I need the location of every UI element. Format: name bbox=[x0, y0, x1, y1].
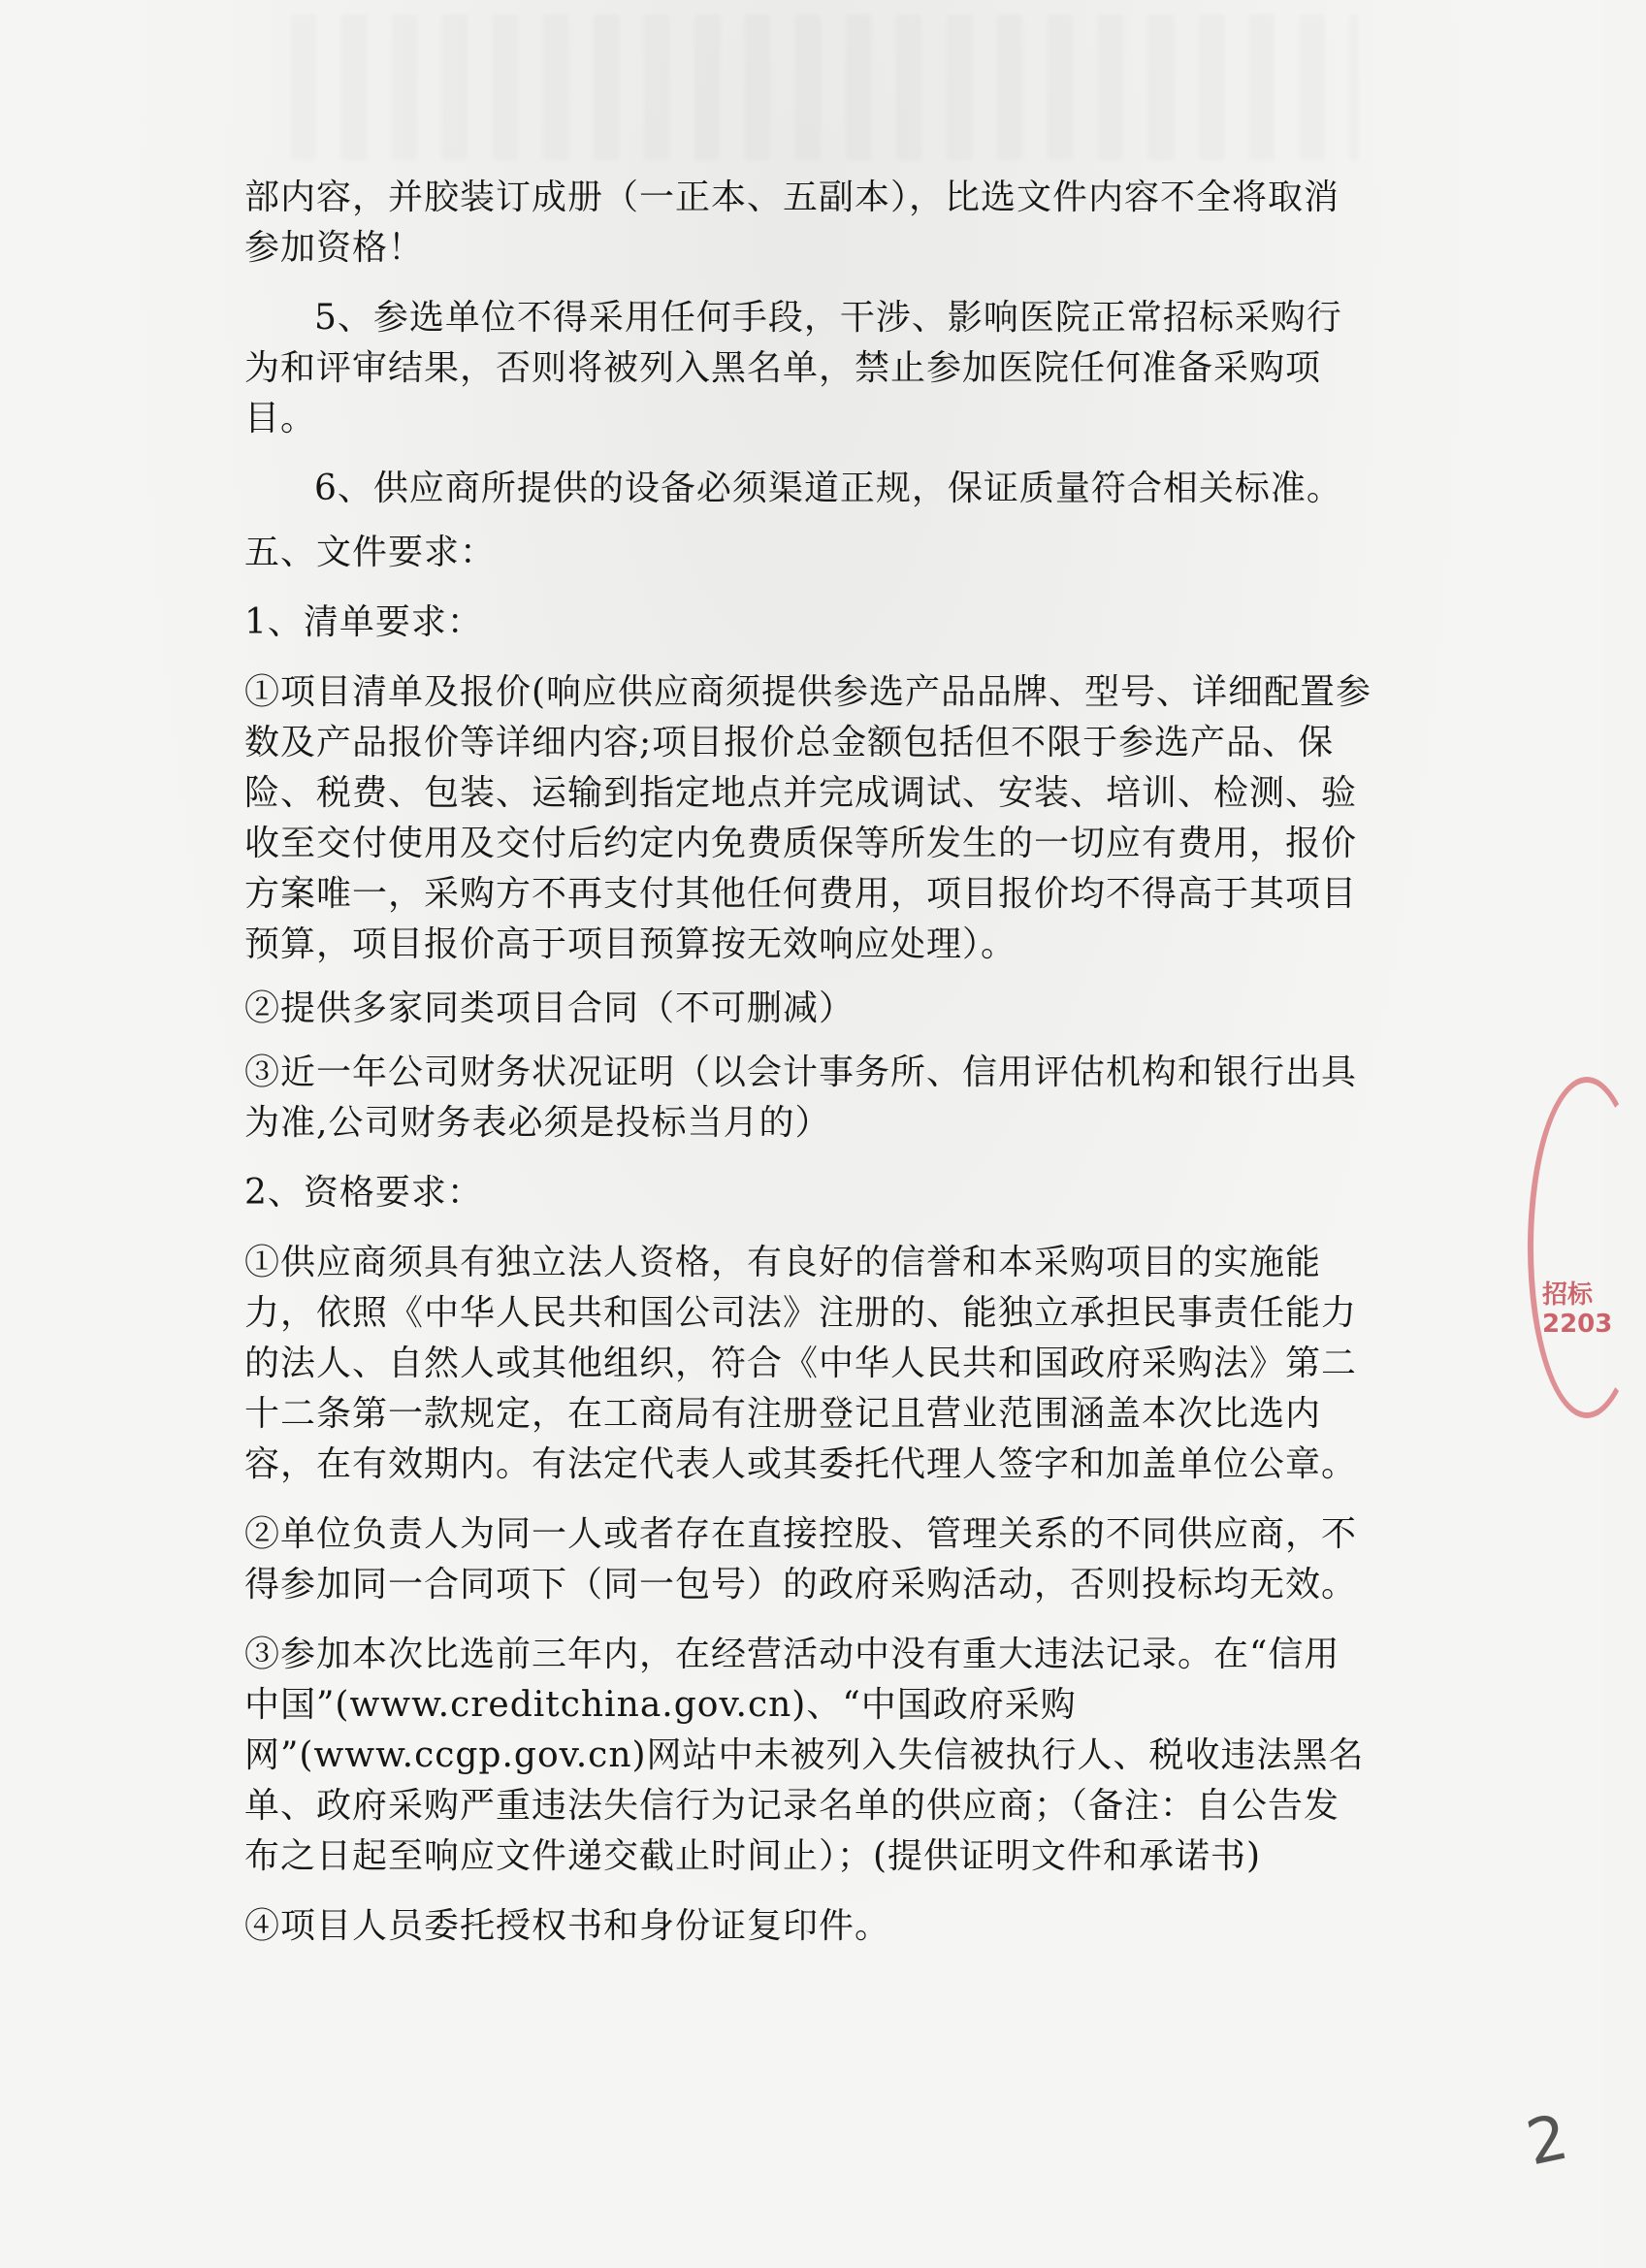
section-heading-file-requirements: 五、文件要求： bbox=[244, 533, 497, 572]
list-item-contracts: ②提供多家同类项目合同（不可删减） bbox=[244, 988, 855, 1028]
subheading-qualification-requirements: 2、资格要求： bbox=[244, 1173, 483, 1213]
paragraph-continuation: 部内容，并胶装订成册（一正本、五副本），比选文件内容不全将取消参加资格！ bbox=[244, 178, 1340, 268]
page-number: 2 bbox=[1520, 2101, 1574, 2181]
seal-text: 招标 2203 bbox=[1542, 1280, 1613, 1339]
qualification-item-3: ③参加本次比选前三年内，在经营活动中没有重大违法记录。在“信用中国”(www.creditchina.gov.cn)、“中国政府采购网”(www.ccgp.gov.cn)网站中未被列入失信被执行人、税收违法黑名单、政府采购严重违法失信行为记录名单的供应商；（备注：自公告发布之日起至响应文件递交截止时间止）；(提供证明文件和承诺书) bbox=[244, 1635, 1365, 1876]
qualification-item-4: ④项目人员委托授权书和身份证复印件。 bbox=[244, 1906, 891, 1946]
paragraph-item-6: 6、供应商所提供的设备必须渠道正规，保证质量符合相关标准。 bbox=[314, 469, 1342, 508]
document-body bbox=[244, 173, 1374, 1952]
qualification-item-2: ②单位负责人为同一人或者存在直接控股、管理关系的不同供应商，不得参加同一合同项下（同一包号）的政府采购活动，否则投标均无效。 bbox=[244, 1514, 1358, 1604]
subheading-list-requirements: 1、清单要求： bbox=[244, 602, 483, 642]
paragraph-item-5: 5、参选单位不得采用任何手段，干涉、影响医院正常招标采购行为和评审结果，否则将被列入黑名单，禁止参加医院任何准备采购项目。 bbox=[244, 298, 1342, 438]
list-item-financial-proof: ③近一年公司财务状况证明（以会计事务所、信用评估机构和银行出具为准,公司财务表必须是投标当月的） bbox=[244, 1053, 1358, 1143]
red-seal-stamp bbox=[1528, 1077, 1646, 1418]
list-item-quote: ①项目清单及报价(响应供应商须提供参选产品品牌、型号、详细配置参数及产品报价等详细内容;项目报价总金额包括但不限于参选产品、保险、税费、包装、运输到指定地点并完成调试、安装、培训、检测、验收至交付使用及交付后约定内免费质保等所发生的一切应有费用，报价方案唯一，采购方不再支付其他任何费用，项目报价均不得高于其项目预算，项目报价高于项目预算按无效响应处理）。 bbox=[244, 672, 1372, 964]
qualification-item-1: ①供应商须具有独立法人资格，有良好的信誉和本采购项目的实施能力，依照《中华人民共和国公司法》注册的、能独立承担民事责任能力的法人、自然人或其他组织，符合《中华人民共和国政府采购法》第二十二条第一款规定，在工商局有注册登记且营业范围涵盖本次比选内容，在有效期内。有法定代表人或其委托代理人签字和加盖单位公章。 bbox=[244, 1243, 1358, 1484]
bleed-through-text bbox=[291, 15, 1358, 160]
